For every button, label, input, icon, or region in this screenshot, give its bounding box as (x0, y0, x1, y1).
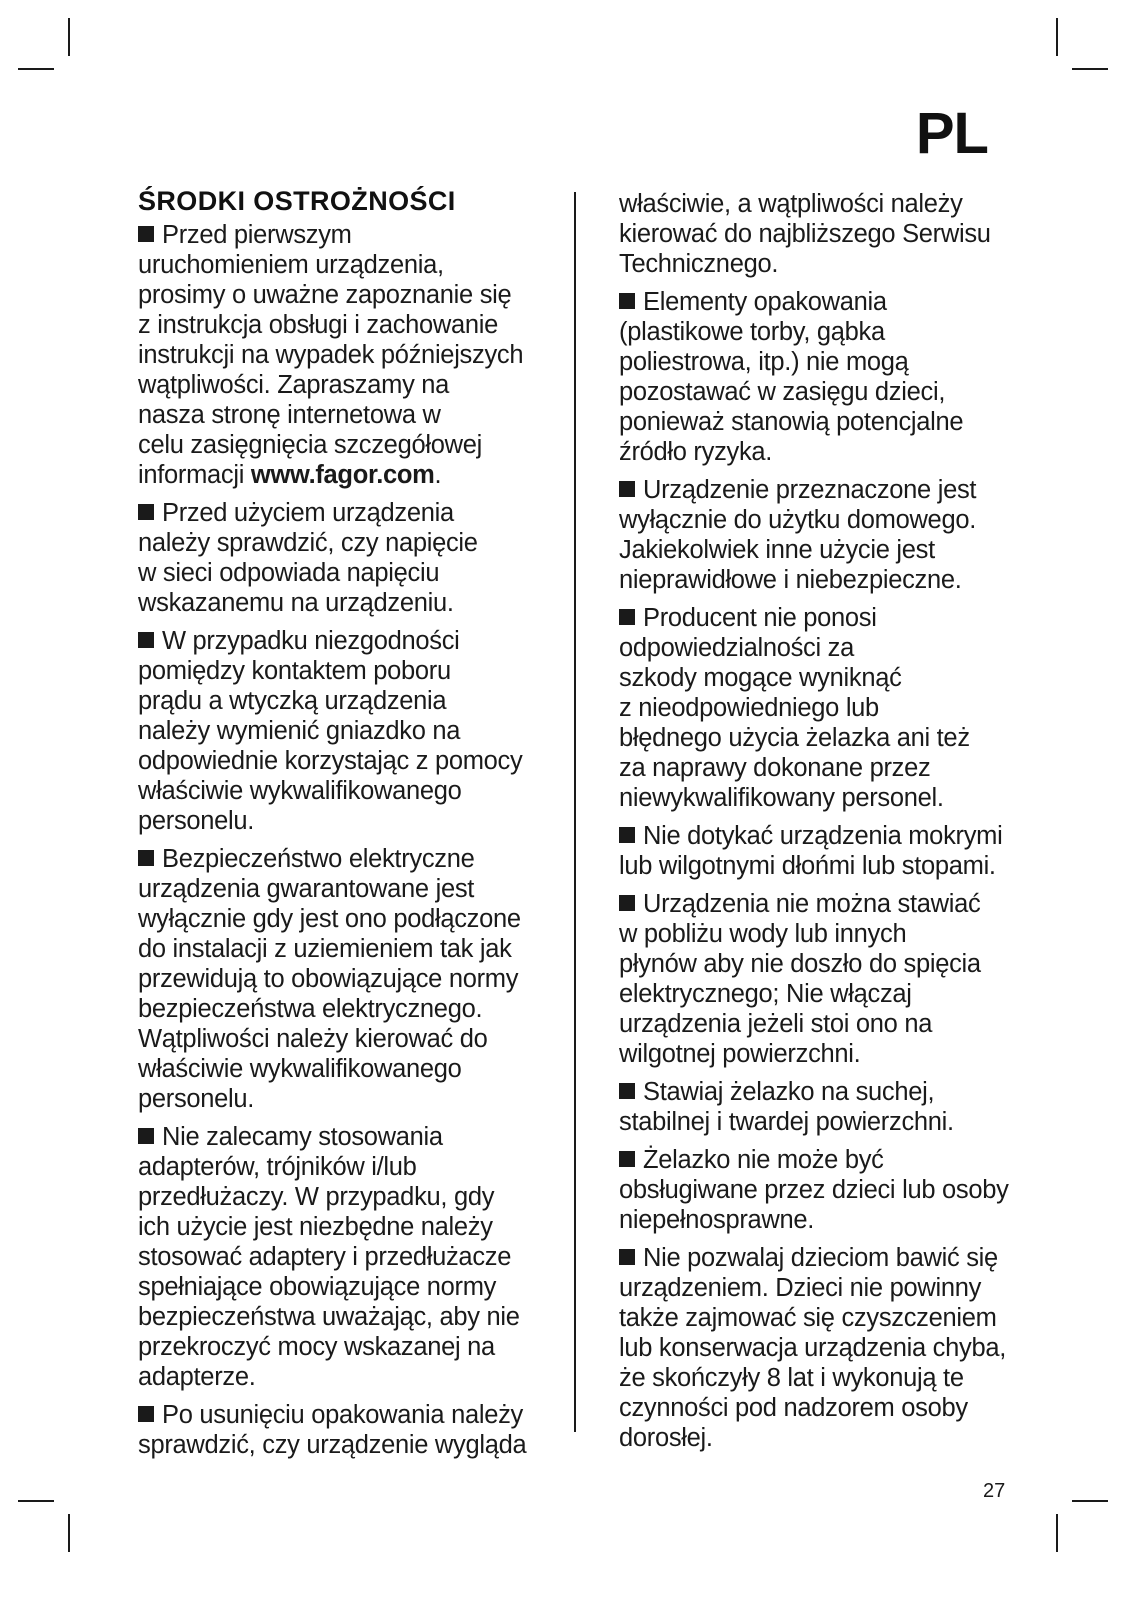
right-paragraphs (619, 189, 1019, 1453)
crop-mark (18, 68, 54, 70)
crop-mark (1056, 18, 1058, 56)
square-bullet-icon (619, 1083, 635, 1099)
square-bullet-icon (619, 609, 635, 625)
square-bullet-icon (138, 226, 154, 242)
crop-mark (68, 1514, 70, 1552)
paragraph-text: Producent nie ponosi odpowiedzialności za szkody mogące wyniknąć z nieodpowiedniego lub błędnego użycia żelazka ani też za naprawy dokonane przez niewykwalifikowany personel. (619, 604, 970, 812)
square-bullet-icon (619, 1249, 635, 1265)
square-bullet-icon (138, 850, 154, 866)
crop-mark (18, 1500, 54, 1502)
paragraph-text: Urządzenie przeznaczone jest wyłącznie do użytku domowego. Jakiekolwiek inne użycie jest nieprawidłowe i niebezpieczne. (619, 476, 977, 594)
square-bullet-icon (619, 481, 635, 497)
paragraph (138, 844, 538, 1114)
paragraph-text: Przed użyciem urządzenia należy sprawdzić, czy napięcie w sieci odpowiada napięciu wskazanemu na urządzeniu. (138, 499, 478, 617)
square-bullet-icon (138, 1128, 154, 1144)
section-heading: ŚRODKI OSTROŻNOŚCI (138, 186, 456, 216)
square-bullet-icon (619, 293, 635, 309)
paragraph (619, 1145, 1019, 1235)
paragraph (619, 287, 1019, 467)
paragraph-text: Nie dotykać urządzenia mokrymi lub wilgotnymi dłońmi lub stopami. (619, 822, 1003, 880)
paragraph (138, 220, 538, 490)
paragraph (619, 1077, 1019, 1137)
paragraph (619, 821, 1019, 881)
paragraph-text: właściwie, a wątpliwości należy kierować do najbliższego Serwisu Technicznego. (619, 190, 991, 278)
crop-mark (68, 18, 70, 56)
paragraph-text: Nie zalecamy stosowania adapterów, trójników i/lub przedłużaczy. W przypadku, gdy ich użycie jest niezbędne należy stosować adaptery i przedłużacze spełniające obowiązujące normy bezpieczeństwa uważając, aby nie przekroczyć mocy wskazanej na adapterze. (138, 1123, 520, 1391)
left-paragraphs (138, 220, 538, 1460)
square-bullet-icon (138, 1406, 154, 1422)
language-code: PL (915, 101, 988, 166)
paragraph-text: Urządzenia nie można stawiać w pobliżu wody lub innych płynów aby nie doszło do spięcia elektrycznego; Nie włączaj urządzenia jeżeli stoi ono na wilgotnej powierzchni. (619, 890, 981, 1068)
crop-mark (1056, 1514, 1058, 1552)
paragraph (138, 498, 538, 618)
paragraph (619, 189, 1019, 279)
paragraph (619, 889, 1019, 1069)
paragraph (619, 1243, 1019, 1453)
right-column (619, 189, 1019, 1461)
paragraph-text: Stawiaj żelazko na suchej, stabilnej i twardej powierzchni. (619, 1078, 954, 1136)
column-divider (574, 192, 576, 1432)
paragraph-text: W przypadku niezgodności pomiędzy kontaktem poboru prądu a wtyczką urządzenia należy wymienić gniazdko na odpowiednie korzystając z pomocy właściwie wykwalifikowanego personelu. (138, 627, 523, 835)
square-bullet-icon (138, 504, 154, 520)
paragraph-text: Przed pierwszym uruchomieniem urządzenia, prosimy o uważne zapoznanie się z instrukcja obsługi i zachowanie instrukcji na wypadek późniejszych wątpliwości. Zapraszamy na nasza stronę internetowa w celu zasięgnięcia szczegółowej informacji (138, 221, 524, 489)
paragraph (619, 475, 1019, 595)
paragraph-text: Po usunięciu opakowania należy sprawdzić, czy urządzenie wygląda (138, 1401, 527, 1459)
paragraph (138, 626, 538, 836)
square-bullet-icon (619, 1151, 635, 1167)
paragraph-text: Bezpieczeństwo elektryczne urządzenia gwarantowane jest wyłącznie gdy jest ono podłączone do instalacji z uziemieniem tak jak przewidują to obowiązujące normy bezpieczeństwa elektrycznego. Wątpliwości należy kierować do właściwie wykwalifikowanego personelu. (138, 845, 521, 1113)
left-column (138, 186, 538, 1468)
square-bullet-icon (138, 632, 154, 648)
paragraph (619, 603, 1019, 813)
paragraph-text-end: . (434, 461, 442, 489)
website-link[interactable]: www.fagor.com (250, 461, 435, 489)
crop-mark (1072, 1500, 1108, 1502)
paragraph (138, 1122, 538, 1392)
paragraph (138, 1400, 538, 1460)
square-bullet-icon (619, 895, 635, 911)
paragraph-text: Elementy opakowania (plastikowe torby, gąbka poliestrowa, itp.) nie mogą pozostawać w zasięgu dzieci, ponieważ stanowią potencjalne źródło ryzyka. (619, 288, 964, 466)
paragraph-text: Żelazko nie może być obsługiwane przez dzieci lub osoby niepełnosprawne. (619, 1146, 1009, 1234)
square-bullet-icon (619, 827, 635, 843)
page-number: 27 (983, 1480, 1006, 1502)
crop-mark (1072, 68, 1108, 70)
paragraph-text: Nie pozwalaj dzieciom bawić się urządzeniem. Dzieci nie powinny także zajmować się czyszczeniem lub konserwacja urządzenia chyba, że skończyły 8 lat i wykonują te czynności pod nadzorem osoby dorosłej. (619, 1244, 1006, 1452)
